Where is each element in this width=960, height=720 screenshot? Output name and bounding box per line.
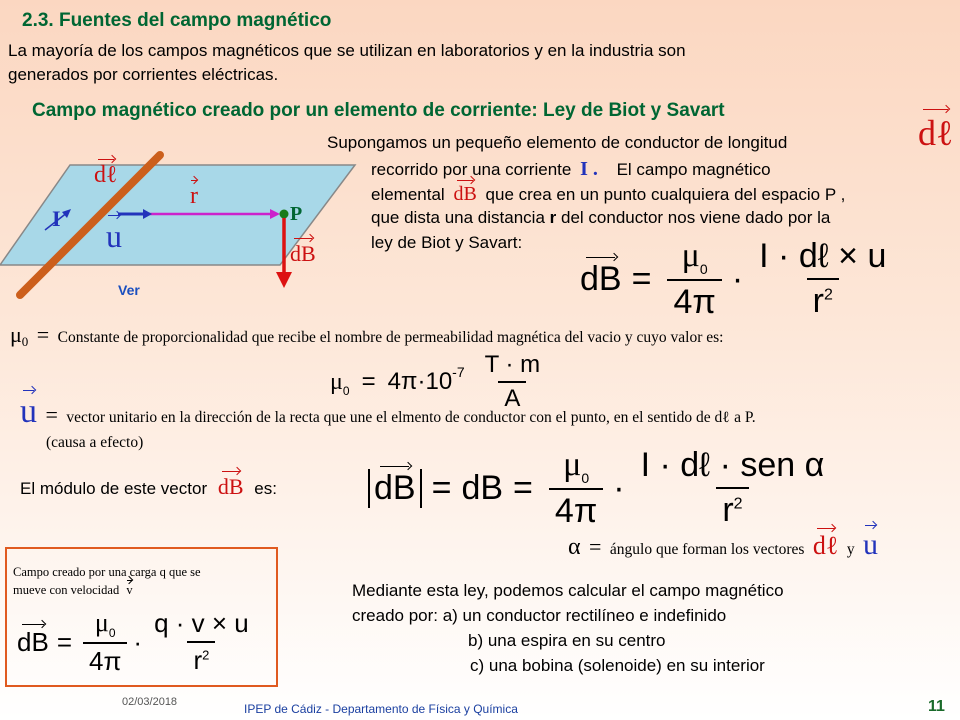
charge-formula-equals: = — [56, 626, 72, 657]
charge-four-pi: 4π — [83, 642, 127, 677]
module-abs-bars — [368, 469, 422, 508]
charge-r-base: r — [193, 645, 203, 675]
four-pi: 4π — [667, 279, 721, 322]
intro-line-2: generados por corrientes eléctricas. — [8, 65, 279, 84]
charge-r-exp: 2 — [202, 647, 210, 663]
r-exp: 2 — [823, 286, 833, 304]
charge-box-v: v — [126, 583, 133, 597]
description-line-2-tail: El campo magnético — [616, 160, 771, 179]
mu-symbol: μ — [681, 237, 700, 275]
mu0-unit-num: T · m — [484, 351, 541, 378]
footer-institution: IPEP de Cádiz - Departamento de Física y Química — [244, 702, 518, 716]
module-eq-2: = — [513, 468, 533, 507]
r-base: r — [812, 282, 824, 320]
charge-formula: dB = $\frac{\mu_0}{4\pi}$ · $\frac{q \cdot v \times u}{r^2}$ — [17, 609, 258, 675]
description-line-5: ley de Biot y Savart: — [371, 233, 523, 252]
u-def-text-b: a P. — [734, 409, 756, 426]
mu0-definition — [10, 322, 723, 350]
mu0-def-symbol: μ — [10, 322, 22, 347]
mu0-val-symbol: μ — [330, 368, 343, 395]
module-r-base: r — [722, 491, 734, 529]
description-line-1: Supongamos un pequeño elemento de conductor de longitud — [327, 133, 788, 152]
mu0-def-equals: = — [36, 322, 50, 347]
module-formula: dB = dB = $\frac{\mu_0}{4\pi}$ · $\frac{\text{I · dℓ · sen α}}{r^2}$ — [368, 446, 836, 530]
charge-numerator: q · v × u — [154, 608, 249, 638]
dl-symbol-large — [918, 112, 953, 154]
alpha-equals: = — [589, 534, 602, 559]
applications-line-2: creado por: a) un conductor rectilíneo e indefinido — [352, 606, 727, 625]
u-def-text-a: vector unitario en la dirección de la recta que une el elmento de conductor con el punto, en el sentido de d — [66, 409, 723, 426]
diagram-r-text: r — [190, 183, 198, 209]
mu0-val-sub: 0 — [342, 384, 350, 398]
module-denominator — [716, 487, 748, 530]
mu0-val-exponent: -7 — [452, 364, 465, 380]
alpha-and: y — [846, 541, 855, 558]
diagram-r-label — [190, 183, 198, 210]
module-numerator: I · dℓ · sen α — [640, 446, 825, 484]
module-dB-scalar: dB — [461, 468, 504, 507]
description-line-3-text: elemental — [371, 185, 445, 204]
module-main-frac — [635, 446, 831, 530]
module-four-pi: 4π — [549, 488, 603, 531]
alpha-definition — [568, 528, 878, 562]
charge-mu0-frac — [83, 607, 127, 677]
module-text-a: El módulo de este vector — [20, 479, 208, 498]
mu0-def-sub: 0 — [21, 334, 29, 350]
charge-formula-dB: dB — [17, 626, 49, 657]
mu0-unit-den: A — [498, 381, 526, 413]
formula-dB: dB — [580, 259, 622, 298]
section-title: 2.3. Fuentes del campo magnético — [22, 10, 332, 31]
diagram-dl-label — [94, 162, 118, 189]
dl-vector-symbol: dℓ — [918, 113, 954, 153]
diagram-current-label: I — [52, 206, 61, 231]
module-abs-dB: dB — [374, 468, 416, 507]
moving-charge-box — [5, 547, 278, 687]
charge-denominator — [187, 641, 215, 676]
charge-mu-sub: 0 — [108, 626, 116, 641]
charge-box-line-2-text: mueve con velocidad — [13, 583, 120, 597]
diagram-dB-label — [290, 241, 316, 267]
mu0-val-number: 4π·10 — [387, 368, 453, 395]
alpha-u-symbol — [863, 528, 878, 561]
charge-box-line-1: Campo creado por una carga q que se — [13, 565, 201, 579]
charge-mu: μ — [94, 607, 109, 637]
mu0-val-equals: = — [361, 368, 376, 395]
point-p-dot — [280, 210, 289, 219]
dB-inline — [453, 183, 476, 205]
module-mu: μ — [563, 446, 582, 484]
module-r-exp: 2 — [733, 495, 743, 513]
charge-main-frac — [148, 608, 255, 676]
formula-equals: = — [631, 259, 652, 298]
u-def-symbol — [20, 393, 37, 430]
u-def-line-2: (causa a efecto) — [46, 434, 144, 451]
description-line-4 — [371, 208, 830, 228]
diagram-point-p-label: P — [290, 203, 303, 225]
alpha-u-text: u — [863, 528, 879, 561]
u-def-equals: = — [45, 402, 58, 427]
ver-link[interactable]: Ver — [118, 282, 140, 298]
u-definition — [20, 393, 756, 431]
formula-mu0-frac — [667, 236, 721, 322]
diagram-dl-text: dℓ — [94, 162, 118, 188]
description-line-3-tail: que crea en un punto cualquiera del espacio P , — [485, 185, 846, 204]
dB-vector-head — [276, 272, 292, 288]
subtitle: Campo magnético creado por un elemento de corriente: Ley de Biot y Savart — [32, 100, 725, 121]
applications-line-3: b) una espira en su centro — [468, 631, 666, 650]
description-line-3 — [371, 183, 845, 206]
current-symbol-inline: I . — [580, 158, 598, 180]
formula-denominator — [807, 278, 839, 321]
charge-box-line-2 — [13, 583, 133, 598]
description-line-4-text: que dista una distancia — [371, 208, 545, 227]
dB-vector-symbol: dB — [453, 183, 477, 205]
formula-main-frac — [753, 237, 892, 321]
diagram-u-label — [106, 218, 122, 255]
u-def-ell: ℓ — [722, 409, 730, 426]
module-text-b: es: — [254, 479, 277, 498]
alpha-dl-text: dℓ — [812, 531, 839, 560]
u-def-symbol-text: u — [20, 393, 37, 430]
mu-sub: 0 — [699, 260, 708, 277]
alpha-symbol: α — [568, 534, 581, 560]
description-line-4-tail: del conductor nos viene dado por la — [561, 208, 831, 227]
mu0-def-text: Constante de proporcionalidad que recibe el nombre de permeabilidad magnética del vacio y cuyo valor es: — [57, 329, 724, 346]
module-mu0-frac — [549, 445, 603, 531]
applications-line-4: c) una bobina (solenoide) en su interior — [470, 656, 765, 675]
diagram-u-text: u — [106, 218, 122, 254]
module-text — [20, 474, 277, 500]
module-eq-1: = — [431, 468, 452, 507]
footer-date: 02/03/2018 — [122, 696, 178, 708]
intro-line-1: La mayoría de los campos magnéticos que se utilizan en laboratorios y en la industria son — [8, 41, 686, 60]
module-dB-symbol — [218, 474, 244, 499]
formula-numerator: I · dℓ × u — [759, 237, 887, 275]
diagram-dB-text: dB — [290, 241, 316, 266]
module-dB-text: dB — [217, 474, 244, 499]
biot-savart-formula: dB = $\frac{\mu_0}{4\pi}$ · $\frac{\text{I · dℓ × u}}{r^2}$ — [580, 244, 898, 314]
alpha-dl-symbol — [813, 531, 838, 560]
page-number: 11 — [928, 698, 945, 715]
r-bold: r — [549, 208, 557, 227]
module-mu-sub: 0 — [581, 469, 590, 486]
description-line-2-text: recorrido por una corriente — [371, 160, 572, 179]
alpha-text: ángulo que forman los vectores — [609, 541, 805, 558]
applications-line-1: Mediante esta ley, podemos calcular el campo magnético — [352, 581, 784, 600]
description-line-2 — [371, 158, 771, 181]
